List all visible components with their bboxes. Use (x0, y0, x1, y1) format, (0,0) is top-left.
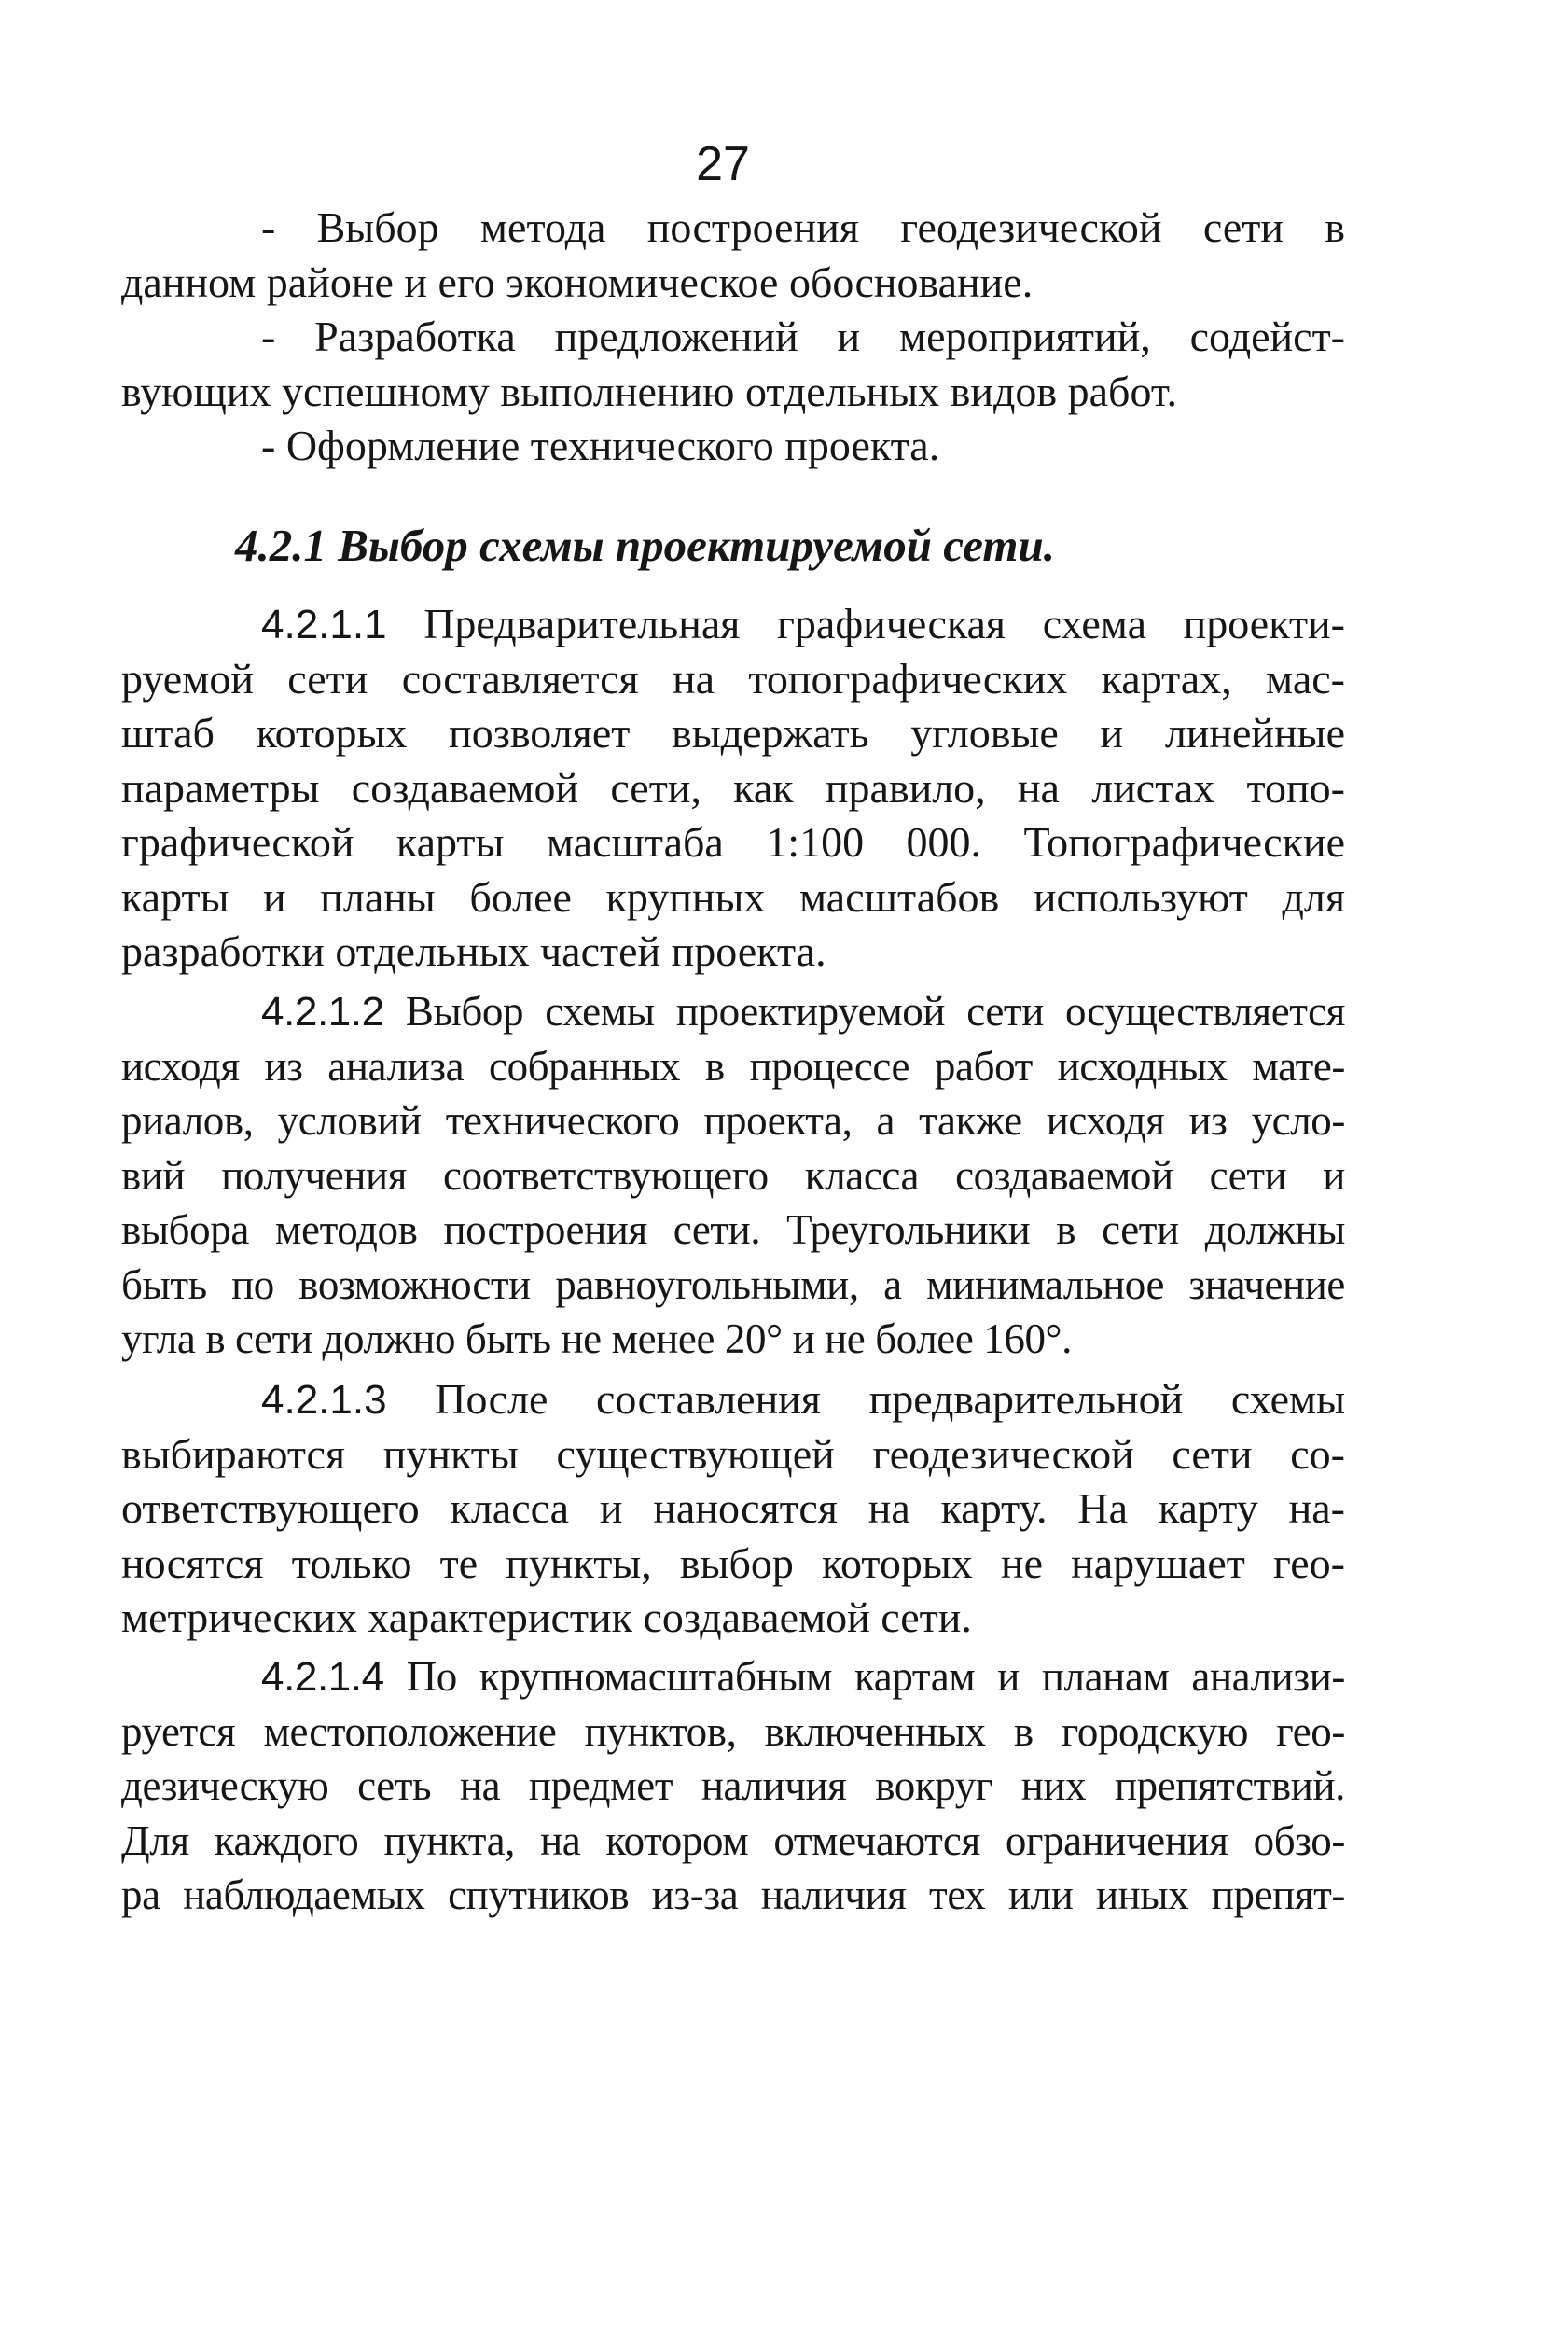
paragraph-line: руемой сети составляется на топографических картах, мас- (121, 654, 1345, 703)
paragraph-line: метрических характеристик создаваемой сети. (121, 1593, 972, 1641)
paragraph-line: исходя из анализа собранных в процессе работ исходных мате- (121, 1042, 1345, 1090)
paragraph-text: По крупномасштабным картам и планам анализи- (406, 1653, 1345, 1700)
paragraph-4-2-1-1 (121, 597, 1345, 980)
paragraph-line: быть по возможности равноугольными, а минимальное значение (121, 1260, 1345, 1308)
paragraph-line: графической карты масштаба 1:100 000. Топографические (121, 818, 1345, 866)
paragraph-line: ответствующего класса и наносятся на карту. На карту на- (121, 1484, 1345, 1532)
paragraph-first-line (121, 597, 1345, 652)
paragraph-text: Предварительная графическая схема проекти- (423, 600, 1345, 647)
paragraph-number: 4.2.1.1 (261, 602, 387, 647)
paragraph-line: разработки отдельных частей проекта. (121, 927, 826, 975)
page-number: 27 (696, 137, 750, 191)
paragraph-line: угла в сети должно быть не менее 20° и не более 160°. (121, 1315, 1073, 1362)
paragraph-line: дезическую сеть на предмет наличия вокруг них препятствий. (121, 1762, 1345, 1809)
list-item-project: - Оформление технического проекта. (261, 422, 940, 469)
list-item-proposals: - Разработка предложений и мероприятий, содейст- (261, 313, 1345, 360)
paragraph-line: ра наблюдаемых спутников из-за наличия тех или иных препят- (121, 1871, 1345, 1918)
paragraph-line: штаб которых позволяет выдержать угловые и линейные (121, 709, 1345, 757)
paragraph-number: 4.2.1.2 (261, 989, 384, 1035)
paragraph-first-line (121, 1372, 1345, 1427)
paragraph-4-2-1-4 (121, 1649, 1345, 1923)
paragraph-4-2-1-2 (121, 984, 1345, 1367)
intro-list (121, 201, 1345, 474)
paragraph-line: вий получения соответствующего класса создаваемой сети и (121, 1151, 1345, 1199)
list-item-method-cont: данном районе и его экономическое обоснование. (121, 257, 1034, 306)
paragraph-first-line (121, 984, 1345, 1039)
paragraph-number: 4.2.1.3 (261, 1377, 387, 1423)
paragraph-line: выбираются пункты существующей геодезической сети со- (121, 1429, 1345, 1478)
paragraph-line: выбора методов построения сети. Треугольники в сети должны (121, 1206, 1345, 1253)
paragraph-line: носятся только те пункты, выбор которых не нарушает гео- (121, 1538, 1345, 1587)
paragraph-line: руется местоположение пунктов, включенных в городскую гео- (121, 1707, 1345, 1755)
list-item-method: - Выбор метода построения геодезической сети в (261, 203, 1345, 251)
paragraph-text: Выбор схемы проектируемой сети осуществляется (405, 988, 1345, 1035)
paragraph-line: параметры создаваемой сети, как правило, на листах топо- (121, 763, 1345, 812)
paragraph-line: риалов, условий технического проекта, а также исходя из усло- (121, 1097, 1345, 1144)
paragraph-line: Для каждого пункта, на котором отмечаются ограничения обзо- (121, 1816, 1345, 1864)
section-heading: 4.2.1 Выбор схемы проектируемой сети. (235, 520, 1056, 571)
paragraph-first-line (121, 1649, 1345, 1704)
paragraph-line: карты и планы более крупных масштабов используют для (121, 872, 1345, 921)
paragraph-4-2-1-3 (121, 1372, 1345, 1646)
list-item-proposals-cont: вующих успешному выполнению отдельных видов работ. (121, 367, 1177, 415)
paragraph-text: После составления предварительной схемы (435, 1375, 1346, 1423)
paragraph-number: 4.2.1.4 (261, 1654, 384, 1700)
